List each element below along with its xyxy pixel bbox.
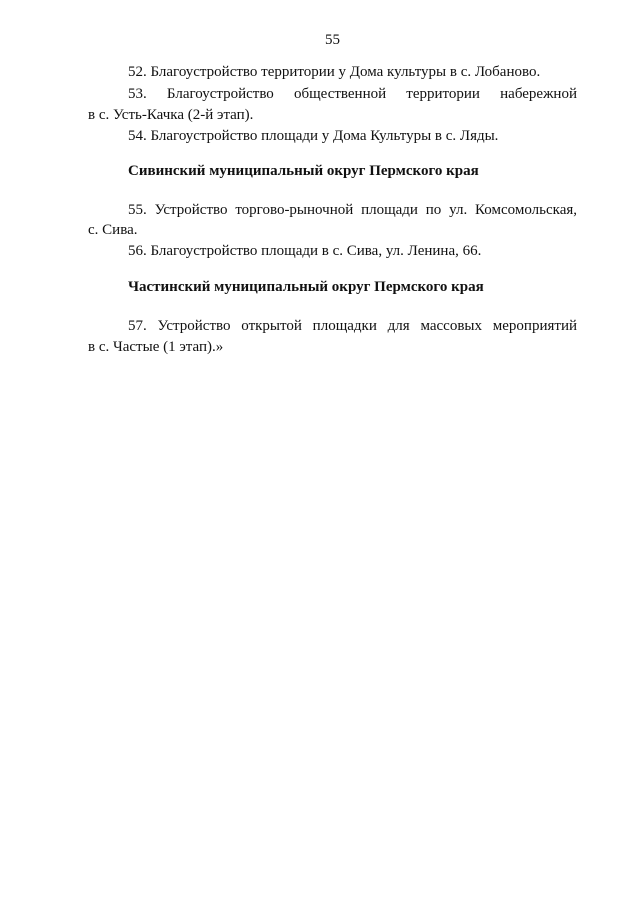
item-57-line-1: 57. Устройство открытой площадки для массовых мероприятий — [128, 318, 577, 334]
item-52-line-1: 52. Благоустройство территории у Дома культуры в с. Лобаново. — [128, 64, 541, 80]
item-53-line-2: в с. Усть-Качка (2-й этап). — [88, 107, 254, 123]
item-53-line-1: 53. Благоустройство общественной территории набережной — [128, 86, 577, 102]
item-57-line-2: в с. Частые (1 этап).» — [88, 339, 224, 355]
item-54-line-1: 54. Благоустройство площади у Дома Культуры в с. Ляды. — [128, 128, 499, 144]
item-55-line-2: с. Сива. — [88, 222, 138, 238]
item-56-line-1: 56. Благоустройство площади в с. Сива, ул. Ленина, 66. — [128, 243, 482, 259]
section-heading-sivinsky: Сивинский муниципальный округ Пермского края — [128, 163, 479, 179]
section-heading-chastinsky: Частинский муниципальный округ Пермского края — [128, 279, 484, 295]
item-55-line-1: 55. Устройство торгово-рыночной площади по ул. Комсомольская, — [128, 202, 577, 218]
page-number: 55 — [325, 32, 340, 48]
